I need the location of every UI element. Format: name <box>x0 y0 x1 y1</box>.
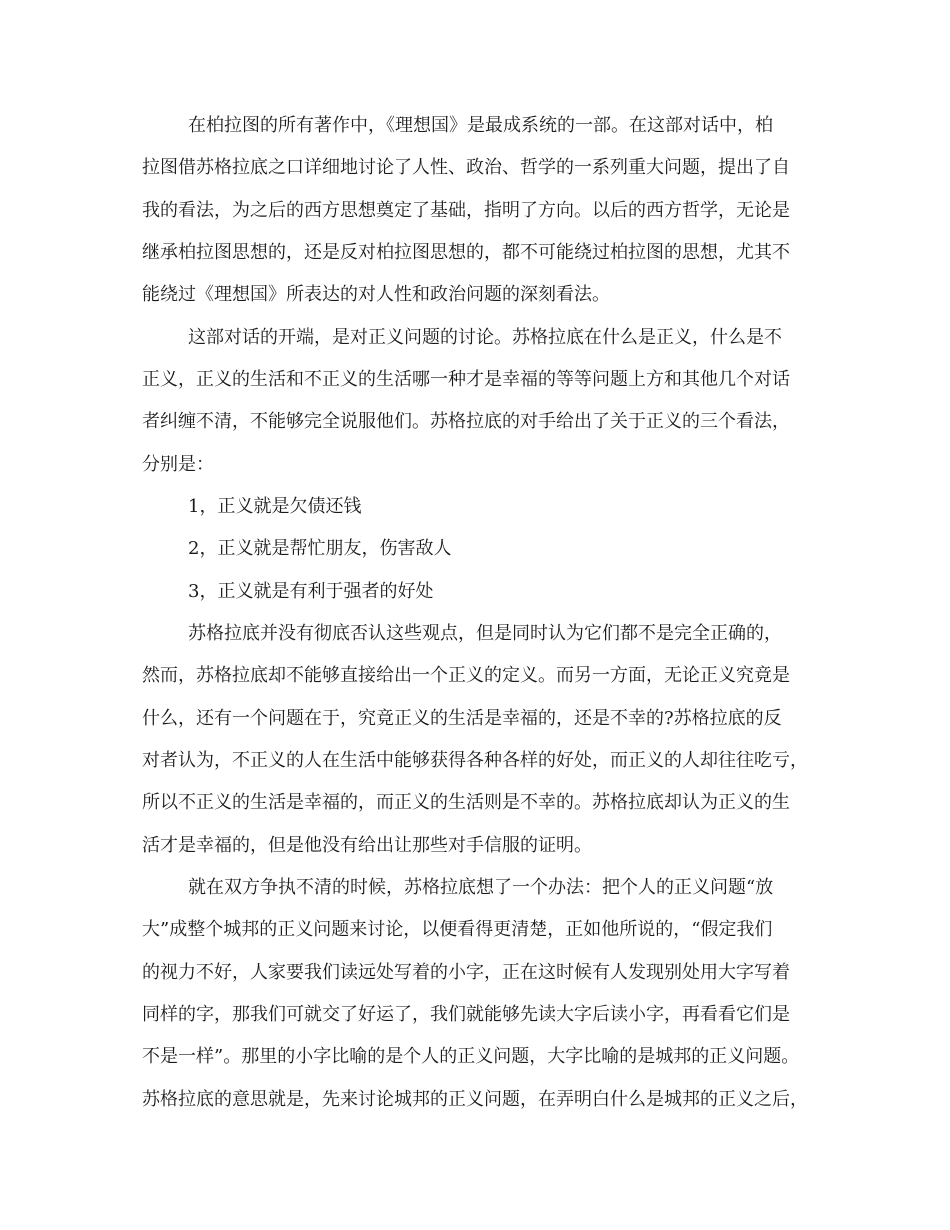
text-line: 什么，还有一个问题在于，究竟正义的生活是幸福的，还是不幸的?苏格拉底的反 <box>142 708 782 729</box>
text-line: 能绕过《理想国》所表达的对人性和政治问题的深刻看法。 <box>142 284 610 305</box>
text-line: 在柏拉图的所有著作中，《理想国》是最成系统的一部。在这部对话中，柏 <box>188 115 773 136</box>
text-line: 分别是： <box>142 454 214 475</box>
text-line: 的视力不好，人家要我们读远处写着的小字，正在这时候有人发现别处用大字写着 <box>142 962 790 983</box>
text-line: 所以不正义的生活是幸福的，而正义的生活则是不幸的。苏格拉底却认为正义的生 <box>142 792 790 813</box>
text-line: 者纠缠不清，不能够完全说服他们。苏格拉底的对手给出了关于正义的三个看法， <box>142 411 790 432</box>
list-item: 3，正义就是有利于强者的好处 <box>188 581 434 602</box>
list-item: 1，正义就是欠债还钱 <box>188 496 362 517</box>
text-line: 然而，苏格拉底却不能够直接给出一个正义的定义。而另一方面，无论正义究竟是 <box>142 665 790 686</box>
list-item: 2，正义就是帮忙朋友，伤害敌人 <box>188 538 452 559</box>
text-line: 大”成整个城邦的正义问题来讨论，以便看得更清楚，正如他所说的，“假定我们 <box>142 919 773 940</box>
text-line: 这部对话的开端，是对正义问题的讨论。苏格拉底在什么是正义，什么是不 <box>188 327 782 348</box>
text-line: 活才是幸福的，但是他没有给出让那些对手信服的证明。 <box>142 835 592 856</box>
text-line: 我的看法，为之后的西方思想奠定了基础，指明了方向。以后的西方哲学，无论是 <box>142 200 790 221</box>
text-line: 同样的字，那我们可就交了好运了，我们就能够先读大字后读小字，再看看它们是 <box>142 1004 790 1025</box>
text-line: 继承柏拉图思想的，还是反对柏拉图思想的，都不可能绕过柏拉图的思想，尤其不 <box>142 242 790 263</box>
text-line: 对者认为，不正义的人在生活中能够获得各种各样的好处，而正义的人却往往吃亏， <box>142 750 808 771</box>
text-line: 拉图借苏格拉底之口详细地讨论了人性、政治、哲学的一系列重大问题，提出了自 <box>142 157 790 178</box>
text-line: 不是一样”。那里的小字比喻的是个人的正义问题，大字比喻的是城邦的正义问题。 <box>142 1046 800 1067</box>
text-line: 就在双方争执不清的时候，苏格拉底想了一个办法：把个人的正义问题“放 <box>188 877 774 898</box>
text-line: 苏格拉底的意思就是，先来讨论城邦的正义问题，在弄明白什么是城邦的正义之后， <box>142 1089 808 1110</box>
text-line: 苏格拉底并没有彻底否认这些观点，但是同时认为它们都不是完全正确的， <box>188 623 782 644</box>
text-line: 正义，正义的生活和不正义的生活哪一种才是幸福的等等问题上方和其他几个对话 <box>142 369 790 390</box>
